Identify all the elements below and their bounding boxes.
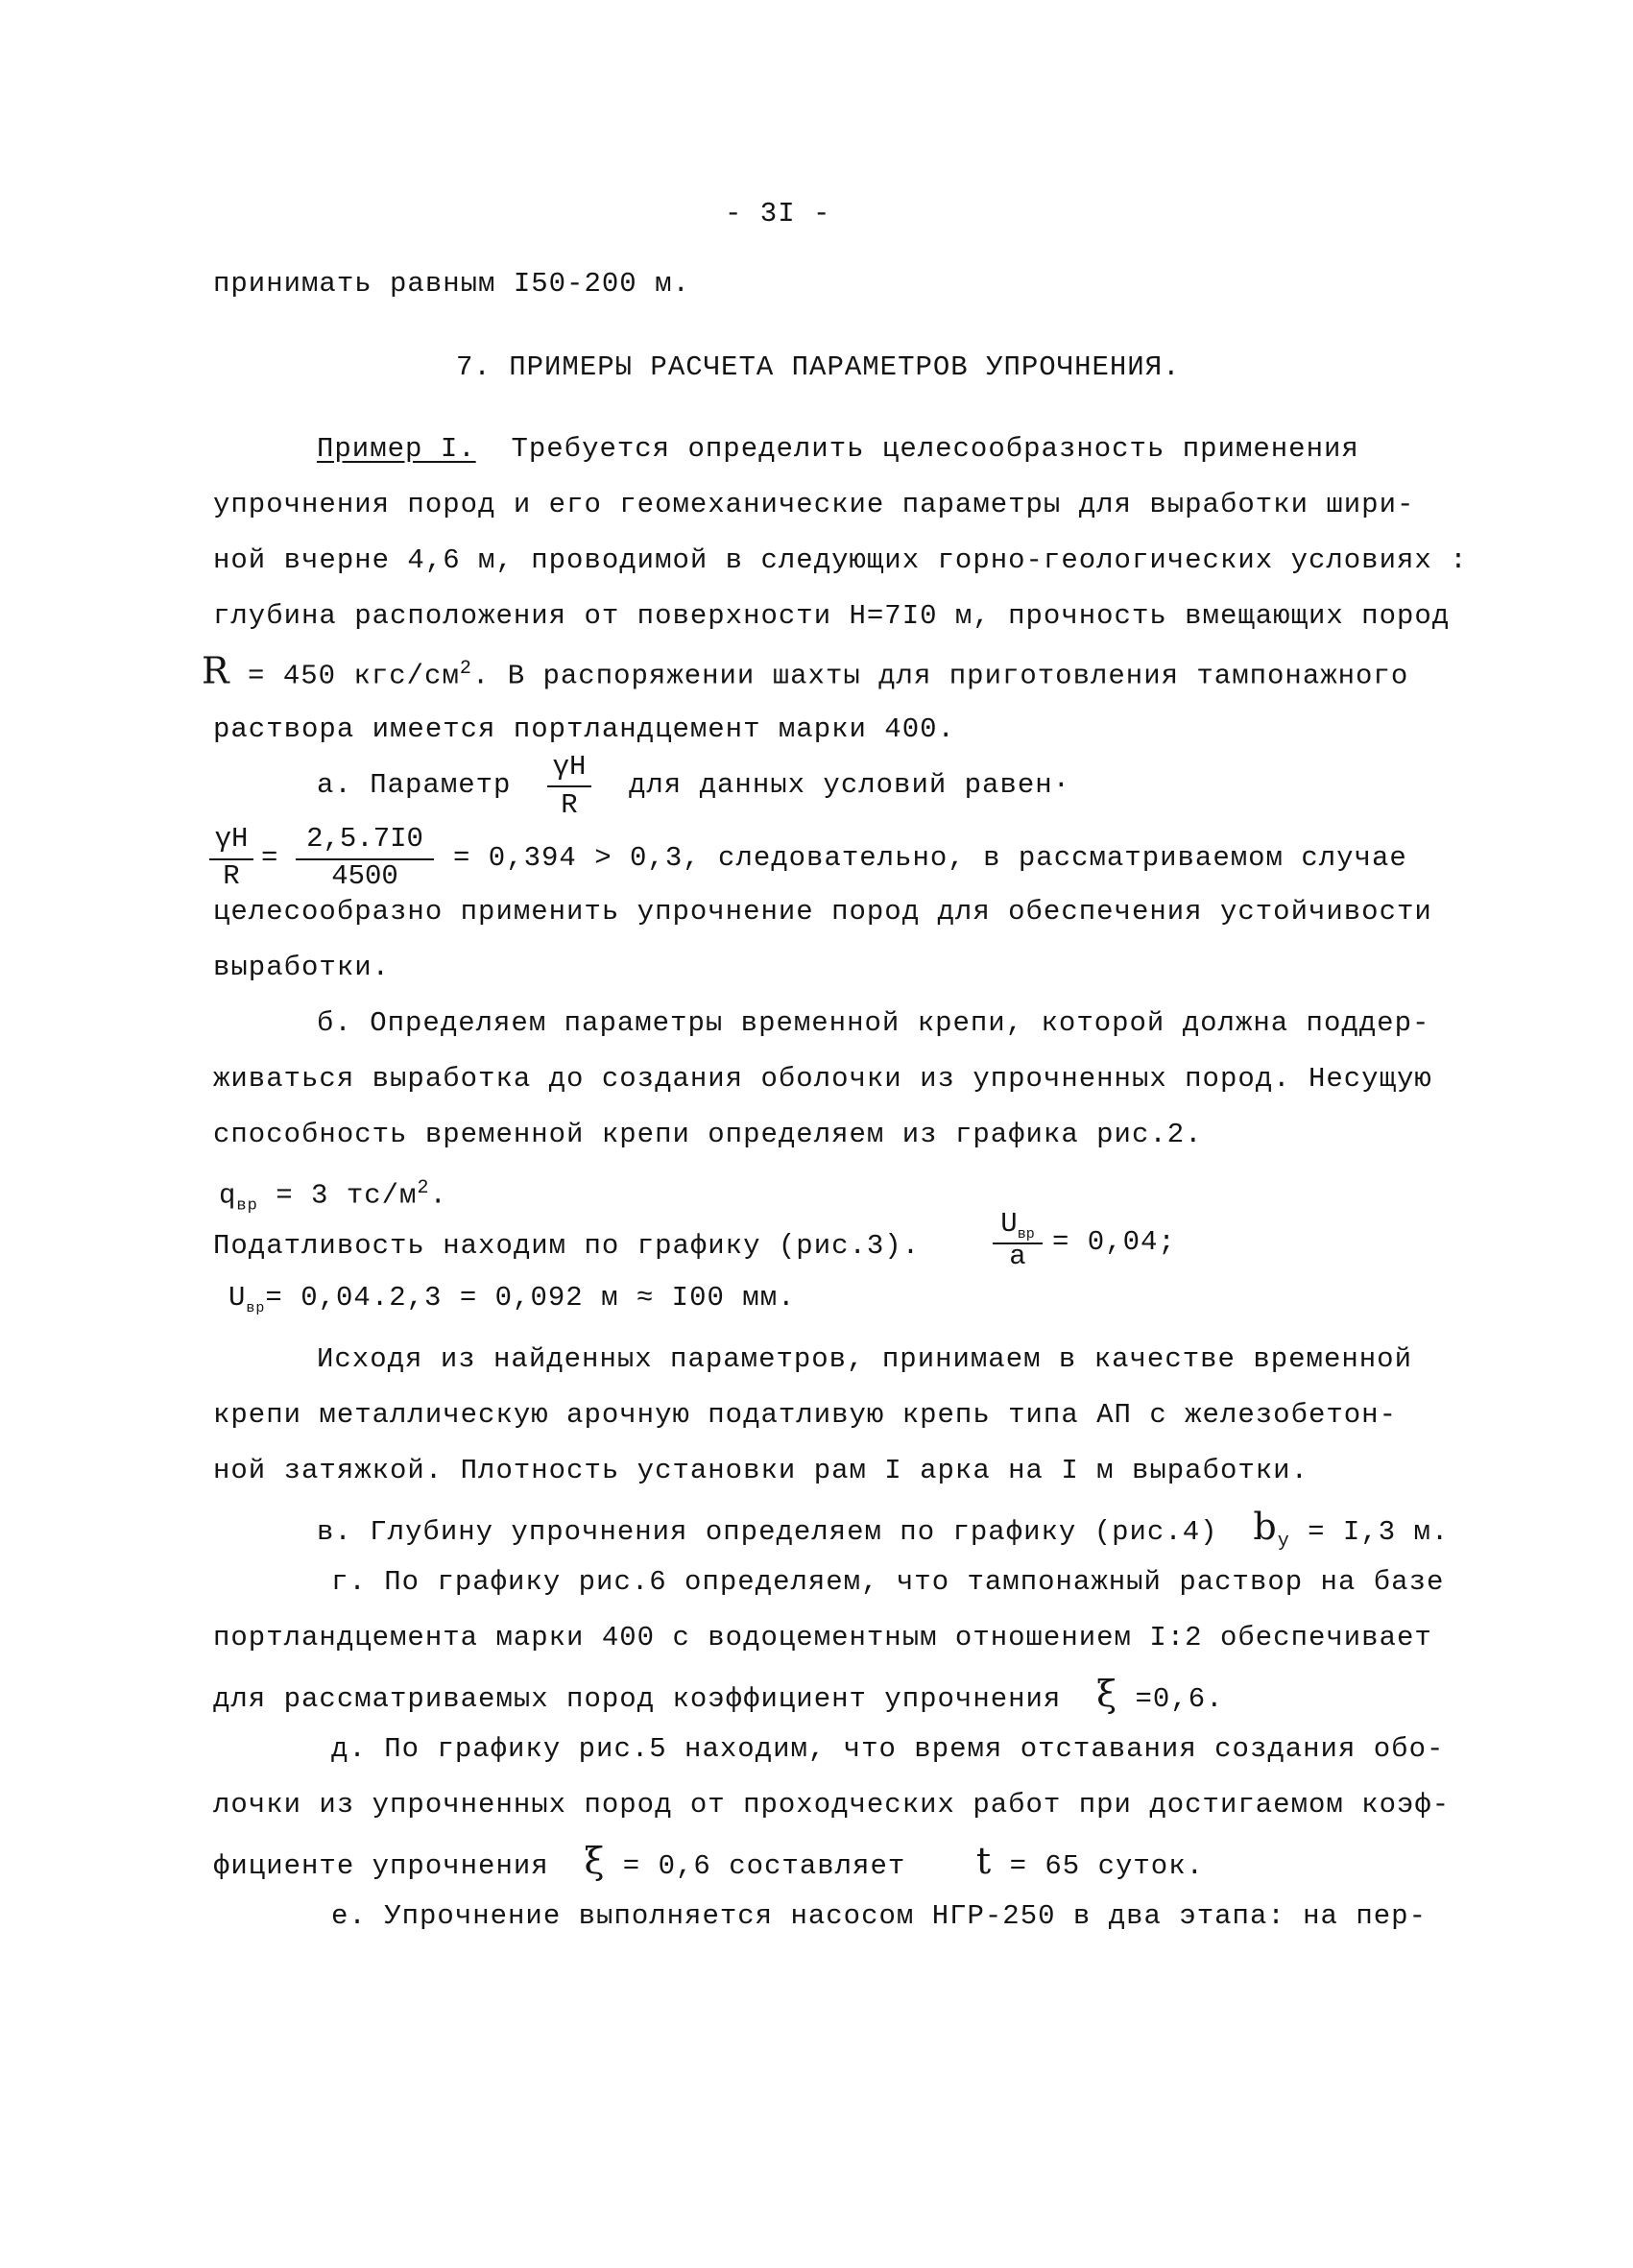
paragraph-line: живаться выработка до создания оболочки из упрочненных пород. Несущую: [213, 1063, 1432, 1095]
fraction-denominator: 4500: [331, 860, 398, 892]
example-label: Пример I.: [317, 433, 476, 465]
paragraph-line: раствора имеется портландцемент марки 400.: [213, 713, 955, 745]
paragraph-line: способность временной крепи определяем из графика рис.2.: [213, 1119, 1203, 1150]
text-fragment: = 450 кгс/см: [229, 660, 460, 692]
paragraph-line: портландцемента марки 400 с водоцементным отношением I:2 обеспечивает: [213, 1622, 1432, 1653]
paragraph-line: для данных условий равен·: [629, 769, 1071, 801]
paragraph-line: г. По графику рис.6 определяем, что тампонажный раствор на базе: [331, 1566, 1445, 1598]
symbol-xi: ξ: [1096, 1673, 1118, 1715]
equals-sign: =: [261, 842, 279, 874]
text-fragment: . В распоряжении шахты для приготовления тампонажного: [471, 660, 1409, 692]
paragraph-line: е. Упрочнение выполняется насосом НГР-250 в два этапа: на пер-: [331, 1900, 1427, 1932]
symbol-b: b: [1253, 1506, 1278, 1548]
subscript: вр: [1017, 1225, 1035, 1243]
symbol-xi: ξ: [584, 1840, 606, 1882]
text-line: принимать равным I50-200 м.: [213, 268, 690, 300]
text-fragment: = 0,6 составляет: [605, 1850, 906, 1882]
symbol-q: q: [219, 1179, 237, 1212]
paragraph-line: крепи металлическую арочную податливую крепь типа АП с железобетон-: [213, 1399, 1397, 1431]
fraction-denominator: R: [223, 860, 240, 892]
example-text: Требуется определить целесообразность применения: [511, 433, 1359, 465]
text-fragment: = I,3 м.: [1289, 1516, 1450, 1548]
subscript: вр: [246, 1299, 266, 1316]
fraction-numerator: γН: [552, 751, 587, 783]
text-fragment: фициенте упрочнения: [213, 1850, 549, 1882]
fraction-denominator: a: [1009, 1241, 1026, 1272]
paragraph-line: [202, 649, 1409, 694]
text-fragment: = 65 суток.: [992, 1850, 1205, 1882]
paragraph-line: упрочнения пород и его геомеханические параметры для выработки шири-: [213, 489, 1415, 520]
paragraph-line: [213, 1840, 1205, 1884]
paragraph-line: Исходя из найденных параметров, принимаем в качестве временной: [317, 1343, 1412, 1375]
paragraph-line: [317, 432, 1359, 467]
page-number: - 3I -: [725, 198, 831, 229]
paragraph-line: выработки.: [213, 952, 391, 983]
text-fragment: = 0,04.2,3 = 0,092 м ≈ I00 мм.: [265, 1282, 796, 1314]
text-fragment: = 3 тс/м: [257, 1179, 418, 1212]
superscript: 2: [459, 658, 472, 680]
symbol-r: R: [202, 649, 230, 692]
paragraph-line: глубина расположения от поверхности Н=7I0 м, прочность вмещающих пород: [213, 600, 1451, 632]
paragraph-line: а. Параметр: [317, 769, 512, 801]
text-fragment: в. Глубину упрочнения определяем по графику (рис.4): [317, 1516, 1218, 1548]
paragraph-line: [213, 1673, 1224, 1717]
fraction-bar: [547, 785, 591, 787]
superscript: 2: [417, 1177, 430, 1199]
text-fragment: =0,6.: [1117, 1683, 1224, 1715]
symbol-t: t: [975, 1840, 993, 1882]
subscript: у: [1277, 1530, 1290, 1553]
paragraph-line: = 0,394 > 0,3, следовательно, в рассматриваемом случае: [453, 842, 1407, 874]
text-fragment: .: [429, 1179, 447, 1212]
formula-value: = 0,04;: [1052, 1226, 1176, 1258]
formula-line: [219, 1171, 447, 1223]
paragraph-line: целесообразно применить упрочнение пород для обеспечения устойчивости: [213, 896, 1432, 928]
paragraph-line: б. Определяем параметры временной крепи, которой должна поддер-: [317, 1007, 1430, 1039]
symbol-u: U: [1000, 1208, 1018, 1240]
formula-line: [228, 1281, 796, 1326]
fraction-numerator: 2,5.7I0: [306, 823, 423, 855]
paragraph-line: ной затяжкой. Плотность установки рам I арка на I м выработки.: [213, 1455, 1309, 1486]
symbol-u: U: [228, 1282, 247, 1314]
section-heading: 7. ПРИМЕРЫ РАСЧЕТА ПАРАМЕТРОВ УПРОЧНЕНИЯ.: [456, 351, 1181, 383]
fraction-denominator: R: [561, 789, 578, 821]
fraction-numerator: [989, 1208, 1046, 1243]
paragraph-line: лочки из упрочненных пород от проходческих работ при достигаемом коэф-: [213, 1789, 1451, 1821]
paragraph-line: д. По графику рис.5 находим, что время отставания создания обо-: [331, 1733, 1445, 1765]
text-fragment: для рассматриваемых пород коэффициент упрочнения: [213, 1683, 1062, 1715]
paragraph-line: ной вчерне 4,6 м, проводимой в следующих горно-геологических условиях :: [213, 544, 1468, 576]
paragraph-line: Податливость находим по графику (рис.3).: [213, 1230, 921, 1262]
subscript: вр: [236, 1196, 258, 1216]
paragraph-line: [317, 1506, 1450, 1559]
fraction-numerator: γН: [214, 823, 249, 855]
